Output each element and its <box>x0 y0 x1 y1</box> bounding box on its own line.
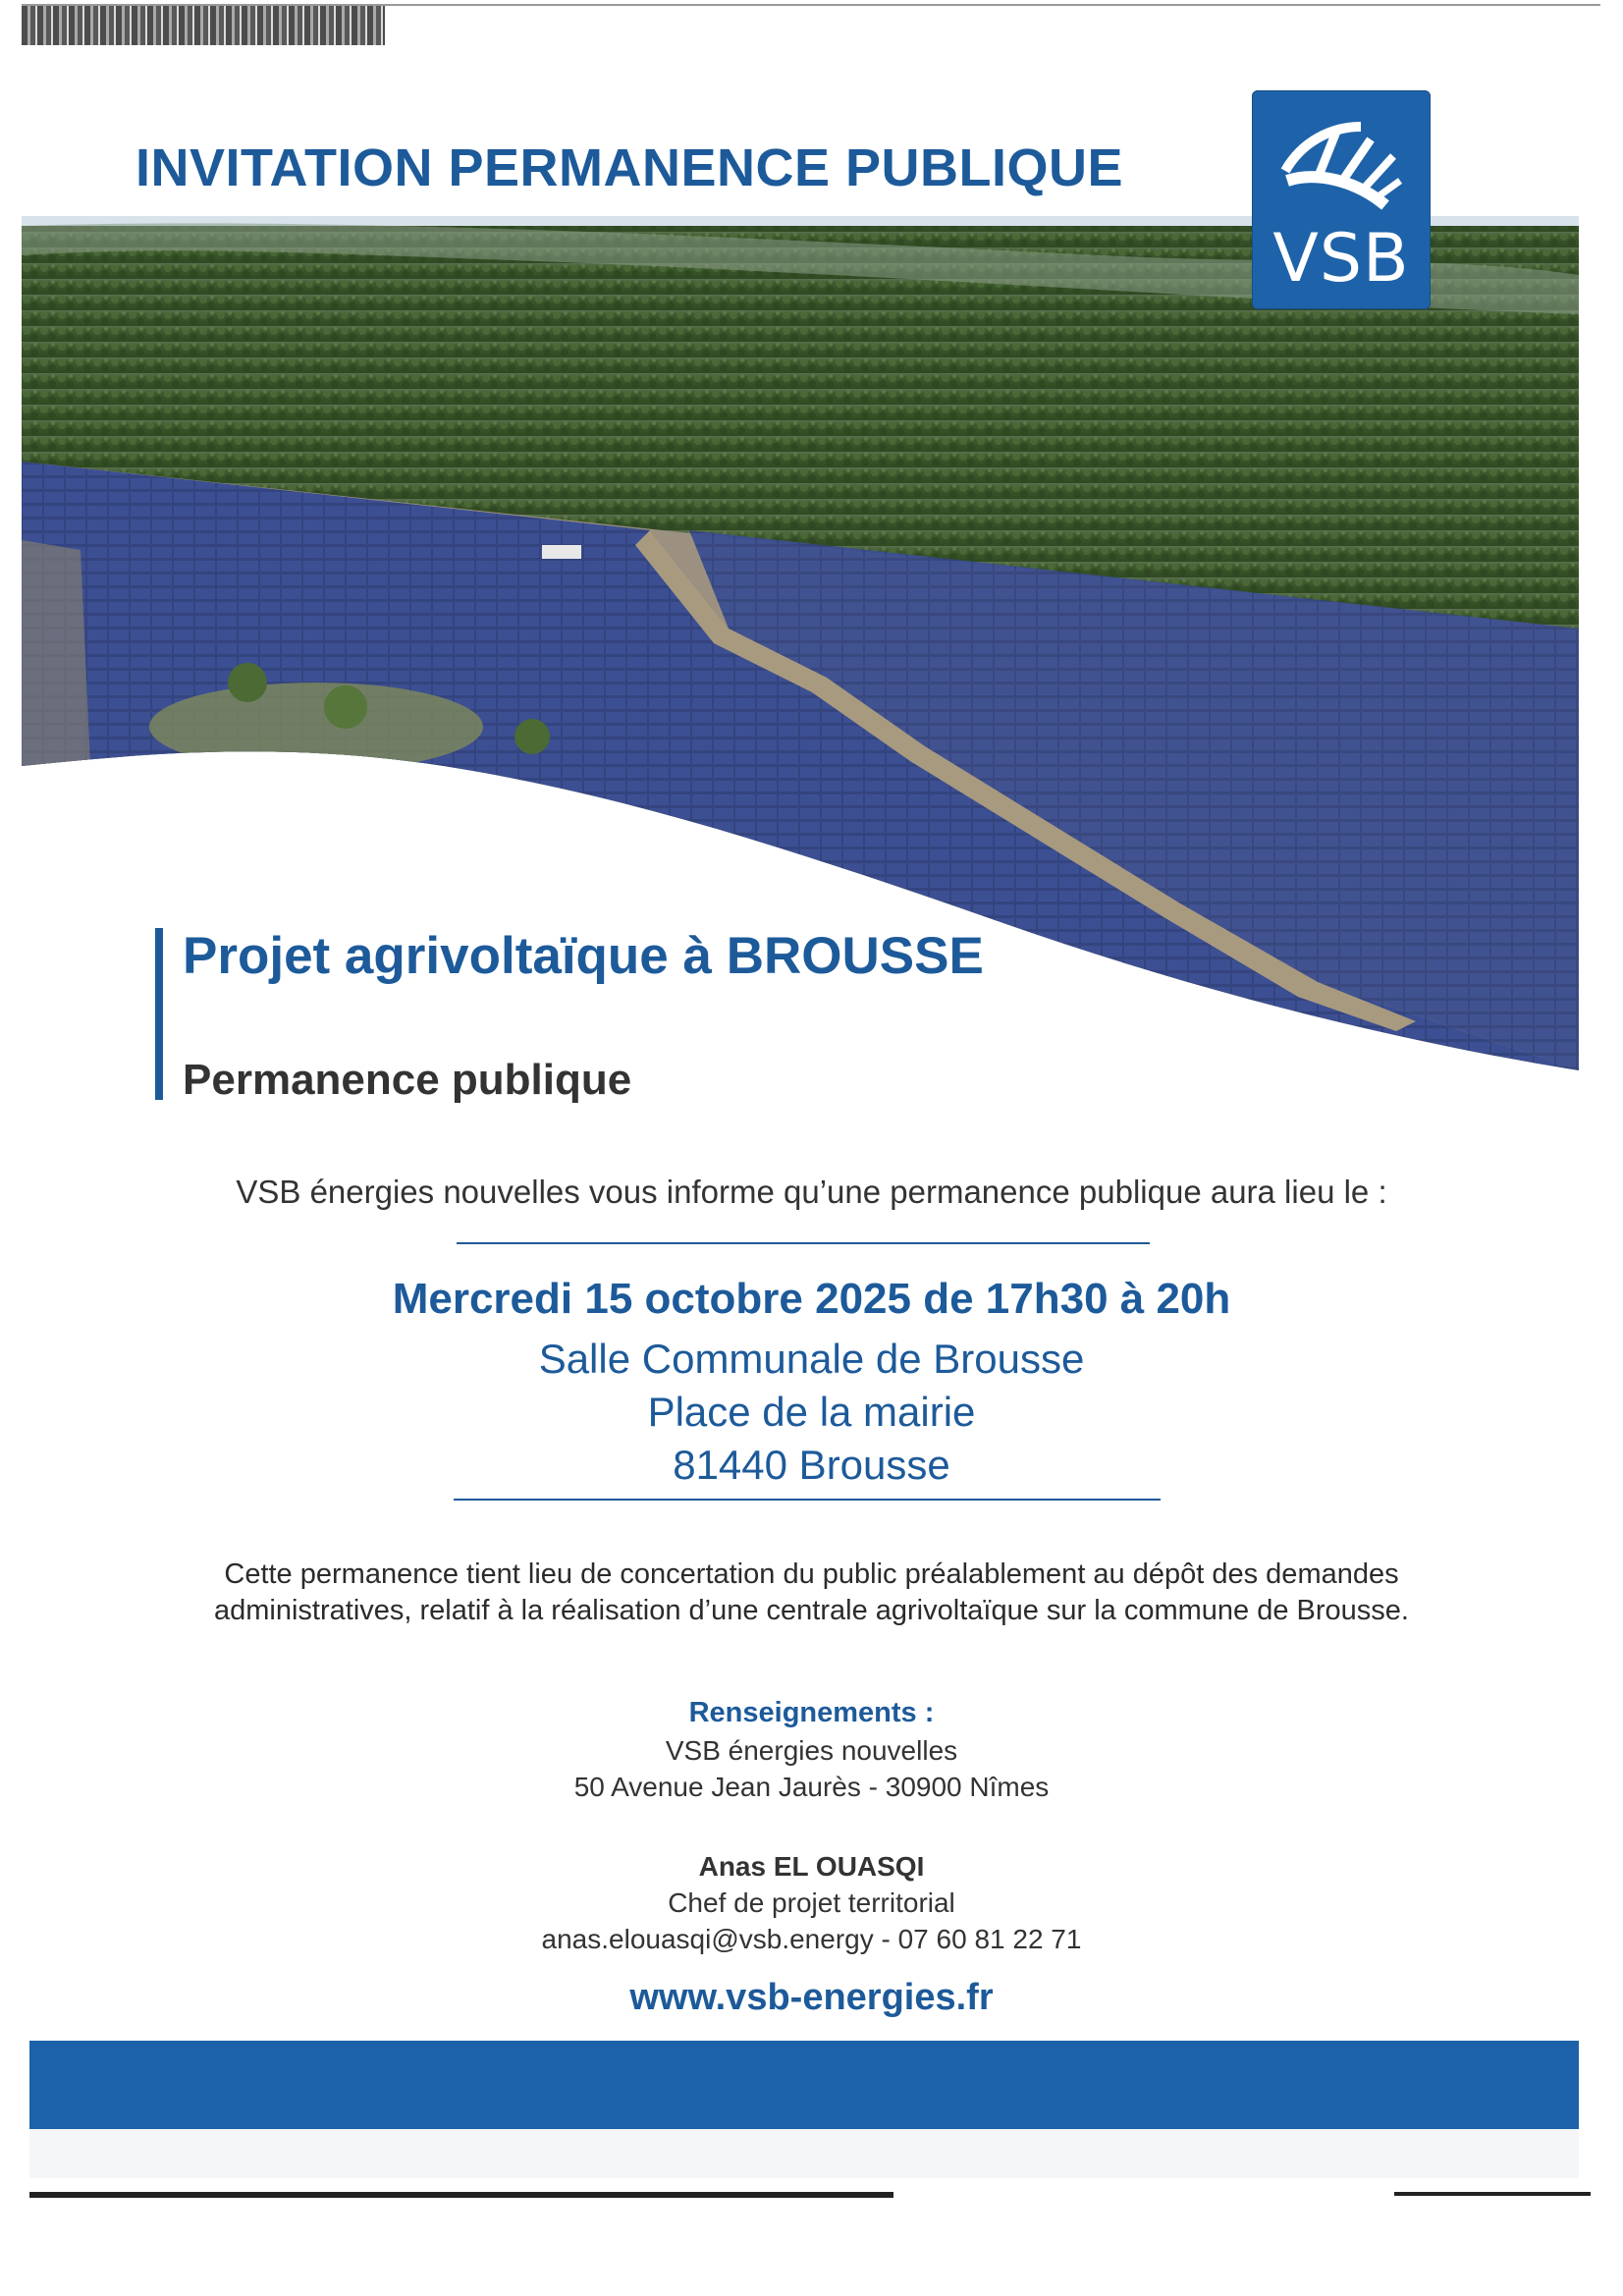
info-company: VSB énergies nouvelles <box>665 1735 958 1766</box>
intro-text: VSB énergies nouvelles vous informe qu’une permanence publique aura lieu le : <box>236 1174 1387 1210</box>
footer-white-strip <box>29 2129 1579 2178</box>
info-address: 50 Avenue Jean Jaurès - 30900 Nîmes <box>573 1772 1050 1802</box>
footer-rule-right <box>1394 2192 1591 2196</box>
divider-top <box>457 1242 1150 1244</box>
event-venue: Salle Communale de Brousse <box>538 1336 1085 1382</box>
vsb-sun-icon <box>1277 112 1405 220</box>
event-city: 81440 Brousse <box>673 1442 950 1488</box>
contact-name: Anas EL OUASQI <box>698 1851 925 1882</box>
footer-band <box>29 2041 1579 2131</box>
project-title: Projet agrivoltaïque à BROUSSE <box>183 927 984 985</box>
description-line-2: administratives, relatif à la réalisation d’une centrale agrivoltaïque sur la commune de Brousse. <box>213 1595 1409 1626</box>
event-date: Mercredi 15 octobre 2025 de 17h30 à 20h <box>392 1275 1231 1323</box>
scan-artifact-strip <box>22 6 385 45</box>
description-line-1: Cette permanence tient lieu de concertation du public préalablement au dépôt des demandes <box>224 1558 1399 1590</box>
project-subtitle: Permanence publique <box>183 1056 632 1104</box>
vsb-logo <box>1252 90 1431 309</box>
info-title: Renseignements : <box>688 1697 935 1728</box>
logo-text: VSB <box>1272 220 1410 298</box>
website-link[interactable]: www.vsb-energies.fr <box>629 1977 994 2018</box>
divider-bottom <box>454 1499 1161 1501</box>
contact-role: Chef de projet territorial <box>668 1887 955 1918</box>
contact-details[interactable]: anas.elouasqi@vsb.energy - 07 60 81 22 71 <box>541 1924 1082 1954</box>
accent-bar <box>155 928 163 1100</box>
footer-rule-left <box>29 2192 893 2198</box>
event-street: Place de la mairie <box>647 1389 976 1435</box>
invitation-title: INVITATION PERMANENCE PUBLIQUE <box>135 138 1124 197</box>
